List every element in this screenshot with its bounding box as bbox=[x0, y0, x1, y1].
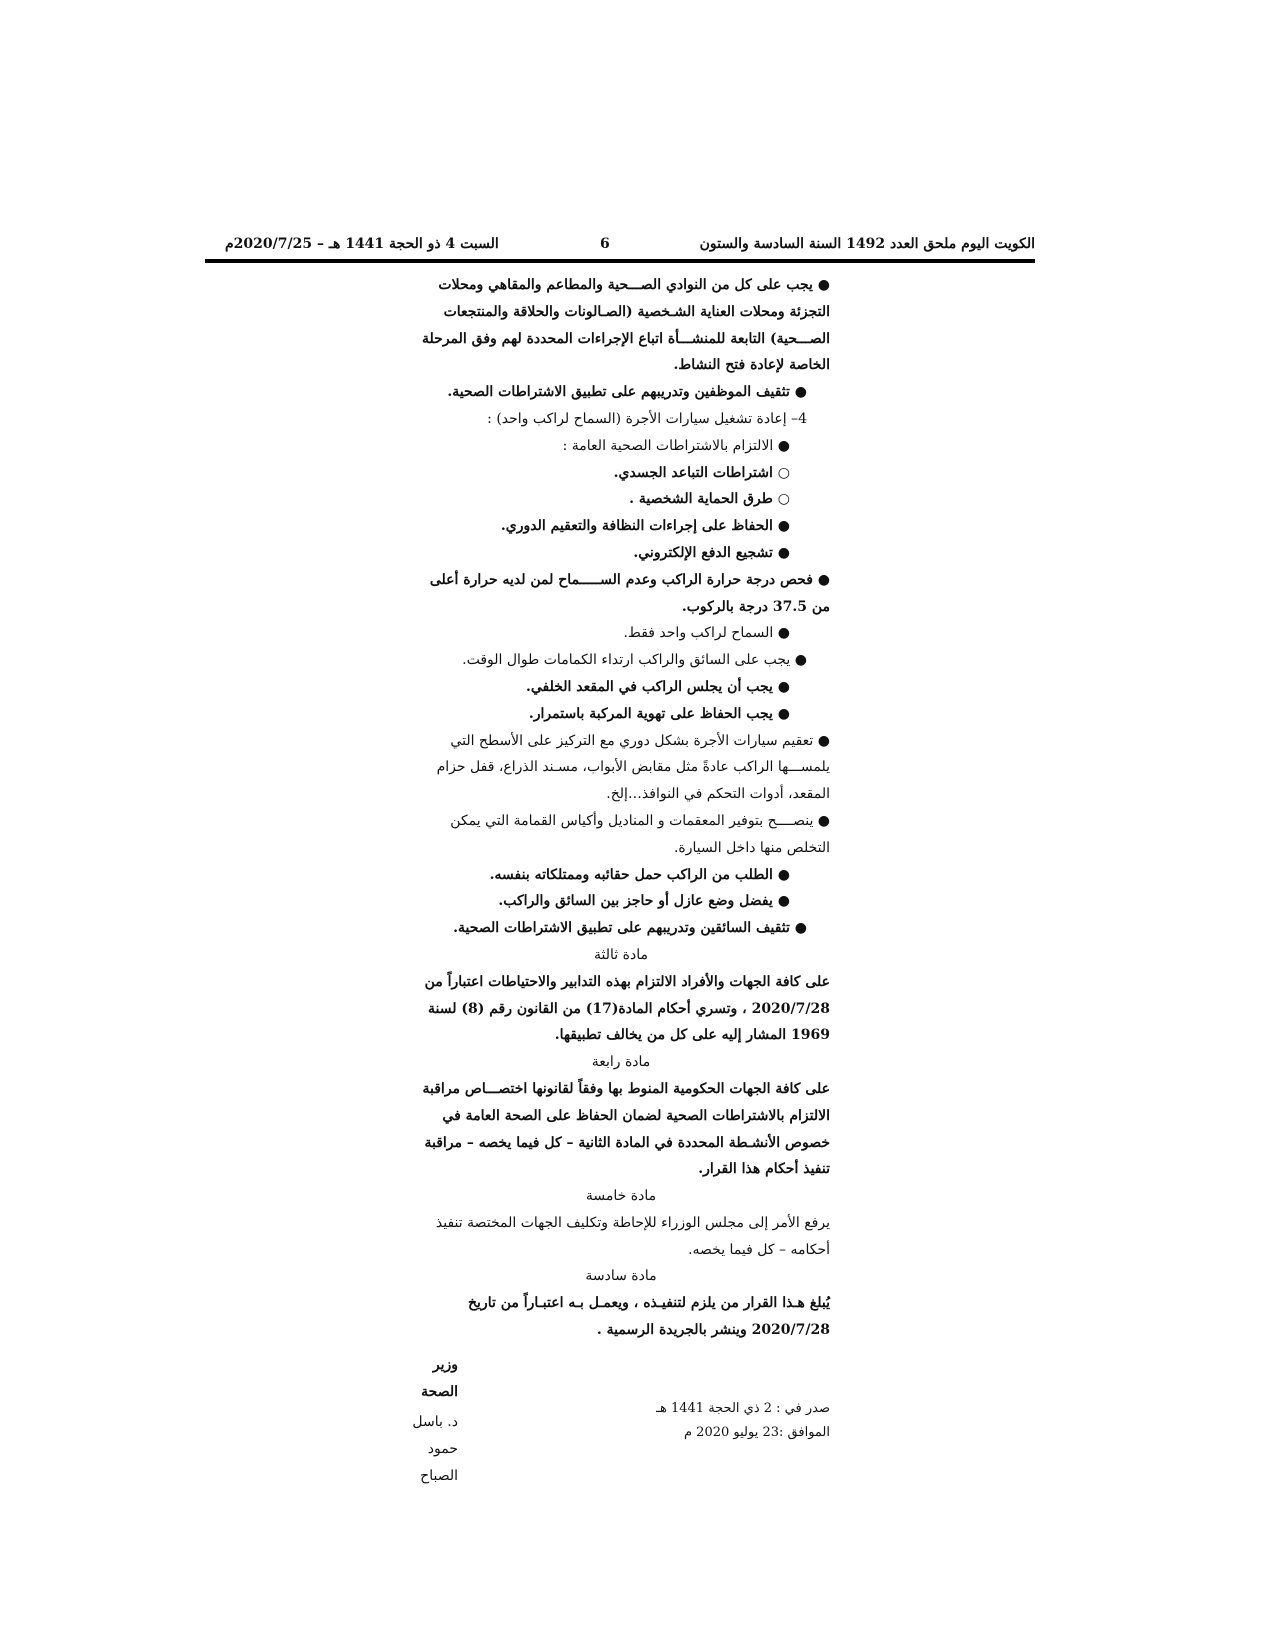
header-rule bbox=[205, 259, 1035, 263]
bullet-item: ● يجب على السائق والراكب ارتداء الكمامات طوال الوقت. bbox=[462, 652, 807, 669]
bullet-item: ● الطلب من الراكب حمل حقائبه وممتلكاته بنفسه. bbox=[489, 866, 790, 883]
paragraph: ● يجب على كل من النوادي الصـــحية والمطاعم والمقاهي ومحلات التجزئة ومحلات العناية الشـخصية (الصـالونات والحلاقة والمنتجعات الصـــحية) التابعة للمنشـــأة اتباع الإجراءات المحددة لهم وفق المرحلة الخاصة لإعادة فتح النشاط. bbox=[422, 277, 830, 374]
article-heading: مادة رابعة bbox=[591, 1054, 651, 1071]
page-header bbox=[205, 236, 1035, 256]
bullet-item: ● يفضل وضع عازل أو حاجز بين السائق والراكب. bbox=[498, 893, 790, 910]
section-heading: 4– إعادة تشغيل سيارات الأجرة (السماح لراكب واحد) : bbox=[487, 410, 807, 427]
issued-hijri-date: صدر في : 2 ذي الحجة 1441 هـ bbox=[656, 1401, 830, 1416]
paragraph: يرفع الأمر إلى مجلس الوزراء للإحاطة وتكليف الجهات المختصة تنفيذ أحكامه – كل فيما يخصه. bbox=[435, 1214, 830, 1258]
article-heading: مادة خامسة bbox=[585, 1188, 657, 1205]
publication-title: الكويت اليوم ملحق العدد 1492 السنة السادسة والستون bbox=[699, 236, 1035, 252]
signatory-title: وزير الصحة bbox=[421, 1356, 458, 1400]
bullet-item: ● تعقيم سيارات الأجرة بشكل دوري مع التركيز على الأسطح التي يلمســـها الراكب عادةً مثل مقابض الأبواب، مسـند الذراع، قفل حزام المقعد، أدوات التحكم في النوافذ…إلخ. bbox=[436, 732, 830, 803]
article-body bbox=[412, 272, 830, 1490]
bullet-item: ● الحفاظ على إجراءات النظافة والتعقيم الدوري. bbox=[500, 518, 790, 535]
bullet-item: ● يجب الحفاظ على تهوية المركبة باستمرار. bbox=[528, 705, 790, 722]
paragraph: على كافة الجهات الحكومية المنوط بها وفقاً لقانونها اختصـــاص مراقبة الالتزام بالاشتراطات الصحية لضمان الحفاظ على الصحة العامة في خصوص الأنشـطة المحددة في المادة الثانية – كل فيما يخصه – مراقبة تنفيذ أحكام هذا القرار. bbox=[422, 1080, 830, 1178]
article-heading: مادة ثالثة bbox=[594, 946, 648, 963]
bullet-item: ● يجب أن يجلس الراكب في المقعد الخلفي. bbox=[525, 678, 790, 695]
sub-bullet-item: ○ اشتراطات التباعد الجسدي. bbox=[613, 464, 790, 481]
bullet-item: ● فحص درجة حرارة الراكب وعدم الســـــماح لمن لديه حرارة أعلى من 37.5 درجة بالركوب. bbox=[429, 571, 830, 615]
paragraph: يُبلغ هـذا القرار من يلزم لتنفيـذه ، ويعمـل بـه اعتبـاراً من تاريخ 2020/7/28 وينشر بالجريدة الرسمية . bbox=[468, 1295, 830, 1339]
issued-gregorian-date: الموافق :23 يوليو 2020 م bbox=[683, 1425, 830, 1440]
paragraph: على كافة الجهات والأفراد الالتزام بهذه التدابير والاحتياطات اعتباراً من 2020/7/28 ، وتسري أحكام المادة(17) من القانون رقم (8) لسنة 1969 المشار إليه على كل من يخالف تطبيقها. bbox=[424, 973, 830, 1044]
signatory-name: د. باسل حمود الصباح bbox=[412, 1414, 458, 1485]
bullet-item: ● تثقيف السائقين وتدريبهم على تطبيق الاشتراطات الصحية. bbox=[453, 920, 807, 937]
sub-bullet-item: ○ طرق الحماية الشخصية . bbox=[629, 491, 790, 508]
bullet-item: ● تشجيع الدفع الإلكتروني. bbox=[633, 544, 790, 561]
bullet-item: ● ينصــــح بتوفير المعقمات و المناديل وأكياس القمامة التي يمكن التخلص منها داخل السيارة. bbox=[450, 812, 830, 856]
bullet-item: ● تثقيف الموظفين وتدريبهم على تطبيق الاشتراطات الصحية. bbox=[447, 384, 807, 401]
bullet-item: ● الالتزام بالاشتراطات الصحية العامة : bbox=[562, 437, 790, 454]
bullet-item: ● السماح لراكب واحد فقط. bbox=[623, 625, 790, 642]
article-heading: مادة سادسة bbox=[585, 1268, 657, 1285]
issue-date: السبت 4 ذو الحجة 1441 هـ – 2020/7/25م bbox=[225, 236, 499, 252]
issue-block bbox=[600, 1397, 830, 1445]
page-number: 6 bbox=[600, 236, 610, 252]
